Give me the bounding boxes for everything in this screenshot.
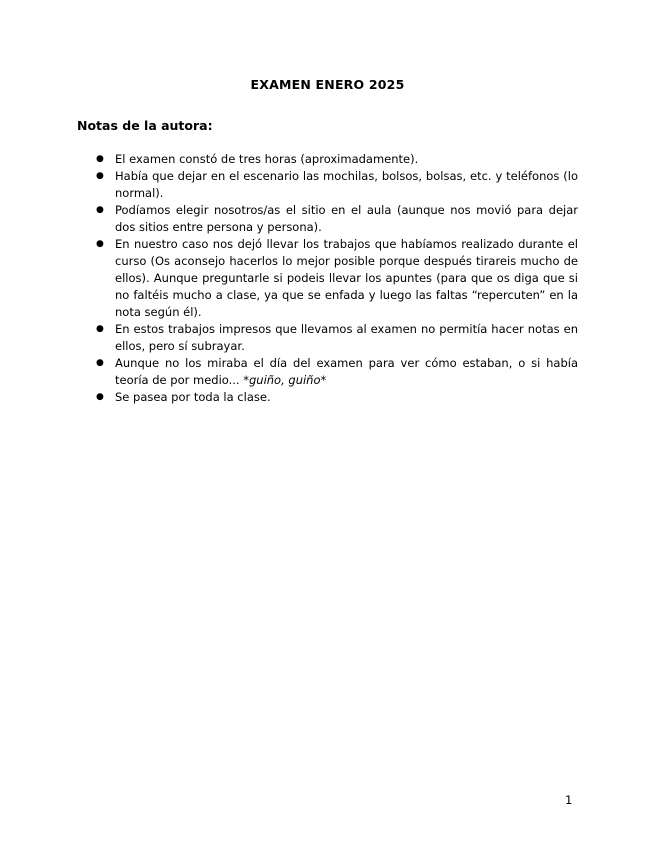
bullet-icon: ●	[96, 358, 104, 368]
document-title: EXAMEN ENERO 2025	[250, 77, 405, 92]
list-item	[96, 389, 578, 406]
note-text: En estos trabajos impresos que llevamos al examen no permitía hacer notas en ellos, pero sí subrayar.	[115, 322, 578, 353]
bullet-icon: ●	[96, 392, 104, 402]
note-text-emphasis: *guiño, guiño*	[243, 373, 327, 387]
bullet-icon: ●	[96, 171, 104, 181]
note-text: En nuestro caso nos dejó llevar los trabajos que habíamos realizado durante el curso (Os aconsejo hacerlos lo mejor posible porque después tirareis mucho de ellos). Aunque preguntarle si podeis llevar los apuntes (para que os diga que si no faltéis mucho a clase, ya que se enfada y luego las faltas “repercuten” en la nota según él).	[115, 237, 578, 319]
note-text	[115, 356, 578, 387]
bullet-icon: ●	[96, 324, 104, 334]
list-item	[96, 321, 578, 355]
bullet-icon: ●	[96, 239, 104, 249]
list-item	[96, 236, 578, 321]
note-text-plain: Aunque no los miraba el día del examen para ver cómo estaban, o si había teoría de por medio...	[115, 356, 578, 387]
list-item	[96, 151, 578, 168]
list-item	[96, 355, 578, 389]
note-text: Se pasea por toda la clase.	[115, 390, 271, 404]
bullet-icon: ●	[96, 205, 104, 215]
note-text: Había que dejar en el escenario las mochilas, bolsos, bolsas, etc. y teléfonos (lo normal).	[115, 169, 578, 200]
notes-heading: Notas de la autora:	[77, 118, 213, 133]
page-number: 1	[565, 793, 573, 807]
note-text: Podíamos elegir nosotros/as el sitio en el aula (aunque nos movió para dejar dos sitios entre persona y persona).	[115, 203, 578, 234]
bullet-icon: ●	[96, 154, 104, 164]
notes-list	[96, 151, 578, 406]
note-text: El examen constó de tres horas (aproximadamente).	[115, 152, 419, 166]
list-item	[96, 202, 578, 236]
list-item	[96, 168, 578, 202]
